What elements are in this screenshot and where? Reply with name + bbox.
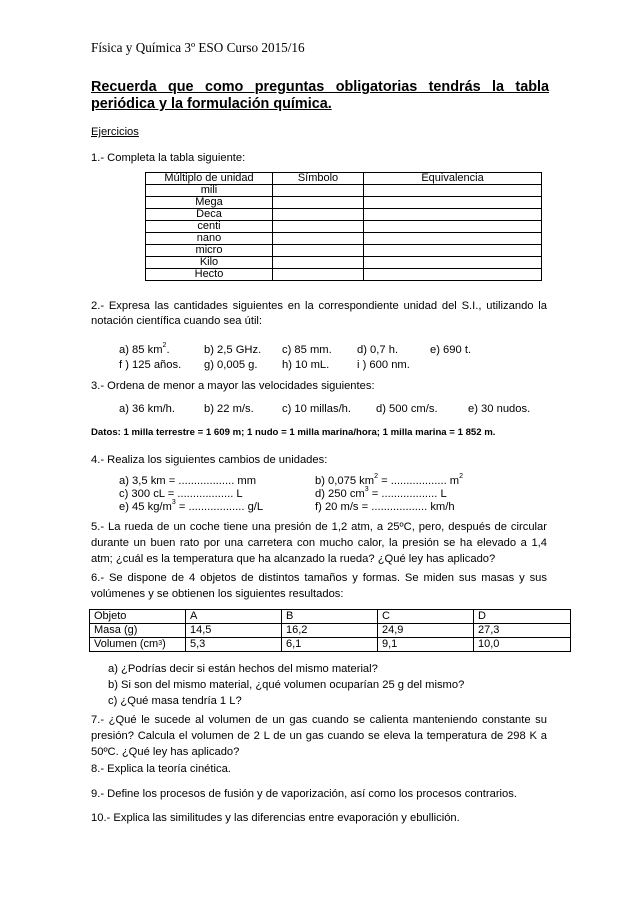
q4-item-b [315,474,463,488]
question-10: 10.- Explica las similitudes y las diferencias entre evaporación y ebullición. [91,812,460,824]
q3-option-e: e) 30 nudos. [468,403,531,415]
table-cell [364,245,542,257]
q6-sub-c: c) ¿Qué masa tendría 1 L? [108,695,242,707]
q2-option-e: e) 690 t. [430,344,472,356]
q2-option-h: h) 10 mL. [282,359,330,371]
q4-item-c: c) 300 cL = .................. L [119,488,243,500]
table-cell: centi [146,221,273,233]
table-cell: 27,3 [474,624,571,638]
item-text: = .................. L [368,488,447,500]
q4-item-d [315,487,447,501]
q6-sub-b: b) Si son del mismo material, ¿qué volumen ocuparían 25 g del mismo? [108,679,465,691]
q4-item-f: f) 20 m/s = .................. km/h [315,501,455,513]
table-cell: Mega [146,197,273,209]
table-cell [364,209,542,221]
table-cell [273,209,364,221]
q6-sub-a: a) ¿Podrías decir si están hechos del mismo material? [108,663,378,675]
table-cell: Hecto [146,269,273,281]
table-cell [273,257,364,269]
question-4: 4.- Realiza los siguientes cambios de unidades: [91,454,328,466]
q3-option-d: d) 500 cm/s. [376,403,438,415]
question-2: 2.- Expresa las cantidades siguientes en la correspondiente unidad del S.I., utilizando la notación científica cuando sea útil: [91,300,547,327]
table-header-row [90,610,571,624]
item-text: e) 45 kg/m [119,501,172,513]
table-cell [90,638,186,652]
superscript: 3 [158,640,163,647]
page-header: Física y Química 3º ESO Curso 2015/16 [91,40,305,55]
table-cell: mili [146,185,273,197]
table-cell [273,269,364,281]
table-row [146,269,542,281]
question-6: 6.- Se dispone de 4 objetos de distintos tamaños y formas. Se miden sus masas y sus volúmenes y se obtienen los siguientes resultados: [91,572,547,600]
table-row [146,233,542,245]
item-text: = .................. m [377,475,460,487]
table-cell: 6,1 [282,638,378,652]
table-cell [273,245,364,257]
question-7: 7.- ¿Qué le sucede al volumen de un gas cuando se calienta manteniendo constante su presión? Calcula el volumen de 2 L de un gas cuando se eleva la temperatura de 298 K a 50ºC. ¿Qué ley has aplicado? [91,714,547,758]
table-cell: 5,3 [186,638,282,652]
item-text: = .................. g/L [175,501,264,513]
superscript: 2 [374,473,378,480]
table-header-row [146,173,542,185]
table-header: A [186,610,282,624]
table-cell: nano [146,233,273,245]
superscript: 3 [364,486,369,493]
table-header: Múltiplo de unidad [146,173,273,185]
cell-text: ) [162,638,166,650]
table-cell [273,197,364,209]
table-cell [273,185,364,197]
table-cell: 14,5 [186,624,282,638]
item-text: d) 250 cm [315,488,365,500]
table-row [146,197,542,209]
table-row [146,185,542,197]
cell-text: Volumen (cm [94,638,159,650]
table-cell [364,185,542,197]
question-8: 8.- Explica la teoría cinética. [91,763,231,775]
q3-option-a: a) 36 km/h. [119,403,175,415]
table-header: D [474,610,571,624]
superscript: 2 [459,473,464,480]
table-header: Objeto [90,610,186,624]
q2-option-a [119,343,170,357]
option-text: . [166,344,170,356]
table-cell [273,221,364,233]
q3-option-b: b) 22 m/s. [204,403,254,415]
table-row [146,257,542,269]
table-cell: 9,1 [378,638,474,652]
table-cell [364,221,542,233]
table-cell [364,257,542,269]
table-row [90,624,571,638]
table-header: Equivalencia [364,173,542,185]
table-row [146,245,542,257]
q2-option-c: c) 85 mm. [282,344,332,356]
table-cell: 16,2 [282,624,378,638]
table-cell [364,233,542,245]
table-cell: Kilo [146,257,273,269]
superscript: 2 [162,342,167,349]
q2-option-i: i ) 600 nm. [357,359,410,371]
data-note: Datos: 1 milla terrestre = 1 609 m; 1 nudo = 1 milla marina/hora; 1 milla marina = 1 852 m. [91,427,496,438]
warning-notice: Recuerda que como preguntas obligatorias tendrás la tabla periódica y la formulación química. [91,79,549,112]
table-cell: 10,0 [474,638,571,652]
table-cell: Masa (g) [90,624,186,638]
table-cell [364,197,542,209]
question-3: 3.- Ordena de menor a mayor las velocidades siguientes: [91,380,375,392]
q2-option-g: g) 0,005 g. [204,359,258,371]
table-row [146,221,542,233]
item-text: b) 0,075 km [315,475,375,487]
q4-item-a: a) 3,5 km = .................. mm [119,475,257,487]
question-1: 1.- Completa la tabla siguiente: [91,152,246,164]
table-cell: micro [146,245,273,257]
q2-option-b: b) 2,5 GHz. [204,344,262,356]
q2-option-f: f ) 125 años. [119,359,182,371]
table-header: C [378,610,474,624]
table-cell [364,269,542,281]
results-table [89,609,571,652]
table-cell [273,233,364,245]
table-row [90,638,571,652]
q4-item-e [119,500,263,514]
section-title: Ejercicios [91,126,139,138]
table-cell: Deca [146,209,273,221]
table-header: B [282,610,378,624]
units-table [145,172,542,281]
question-9: 9.- Define los procesos de fusión y de vaporización, así como los procesos contrarios. [91,788,517,800]
question-5: 5.- La rueda de un coche tiene una presión de 1,2 atm, a 25ºC, pero, después de circular durante un buen rato por una carretera con mucho calor, la presión se ha elevado a 1,4 atm; ¿cuál es la temperatura que ha alcanzado la rueda? ¿Qué ley has aplicado? [91,521,547,565]
option-text: a) 85 km [119,344,163,356]
table-cell: 24,9 [378,624,474,638]
superscript: 3 [171,499,176,506]
q3-option-c: c) 10 millas/h. [282,403,352,415]
table-header: Símbolo [273,173,364,185]
q2-option-d: d) 0,7 h. [357,344,399,356]
table-row [146,209,542,221]
